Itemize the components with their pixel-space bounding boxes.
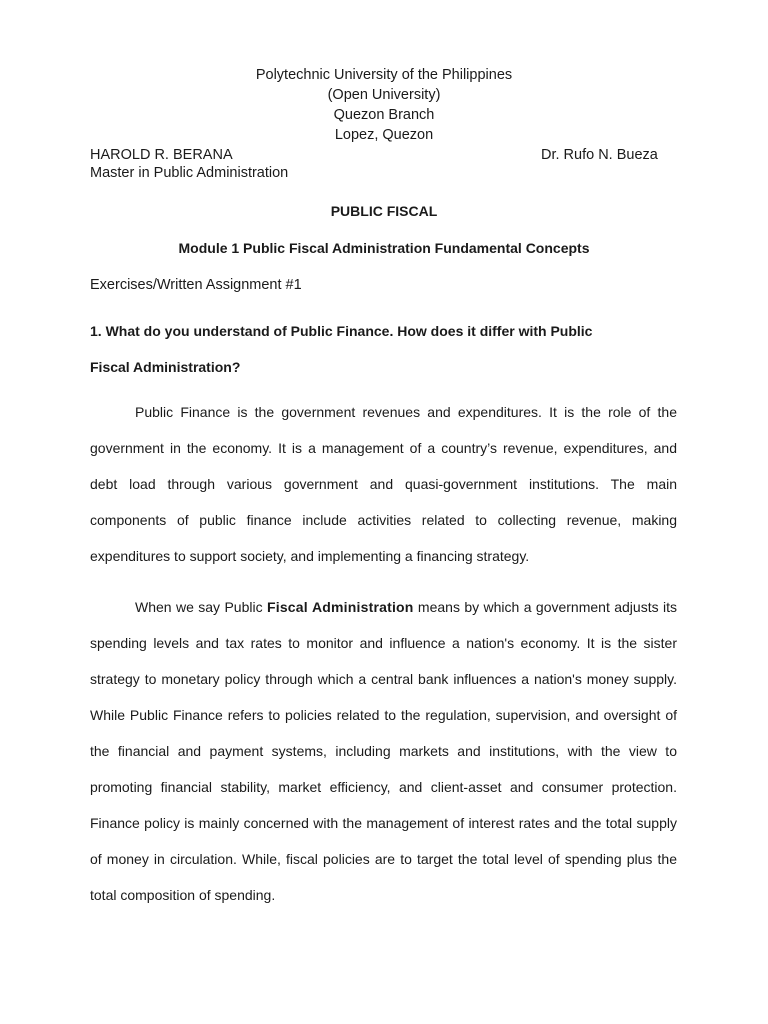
paragraph-fiscal-administration (90, 589, 677, 913)
question-line-1: 1. What do you understand of Public Finance. How does it differ with Public (90, 323, 593, 339)
student-program: Master in Public Administration (90, 165, 289, 181)
assignment-label: Exercises/Written Assignment #1 (90, 277, 302, 293)
student-name: HAROLD R. BERANA (90, 147, 233, 163)
university-name: Polytechnic University of the Philippines (255, 67, 513, 83)
university-unit: (Open University) (327, 87, 441, 103)
fiscal-administration-emphasis: Fiscal Administration (266, 599, 414, 615)
course-title: PUBLIC FISCAL (330, 203, 438, 219)
paragraph-2-body: means by which a government adjusts its spending levels and tax rates to monitor and influence a nation's economy. It is the sister strategy to monetary policy through which a central bank influences a nation's money supply. While Public Finance refers to policies related to the regulation, supervision, and oversight of the financial and payment systems, including markets and institutions, with the view to promoting financial stability, market efficiency, and client-asset and consumer protection. Finance policy is mainly concerned with the management of interest rates and the total supply of money in circulation. While, fiscal policies are to target the total level of spending plus the total composition of spending. (90, 599, 677, 903)
module-title: Module 1 Public Fiscal Administration Fundamental Concepts (178, 240, 590, 256)
branch-name: Quezon Branch (333, 107, 435, 123)
professor-name: Dr. Rufo N. Bueza (541, 147, 658, 163)
question-line-2: Fiscal Administration? (90, 359, 241, 375)
paragraph-2-intro: When we say Public (135, 599, 267, 615)
branch-location: Lopez, Quezon (334, 127, 434, 143)
paragraph-public-finance: Public Finance is the government revenues and expenditures. It is the role of the government in the economy. It is a management of a country’s revenue, expenditures, and debt load through various government and quasi-government institutions. The main components of public finance include activities related to collecting revenue, making expenditures to support society, and implementing a financing strategy. (90, 404, 677, 564)
